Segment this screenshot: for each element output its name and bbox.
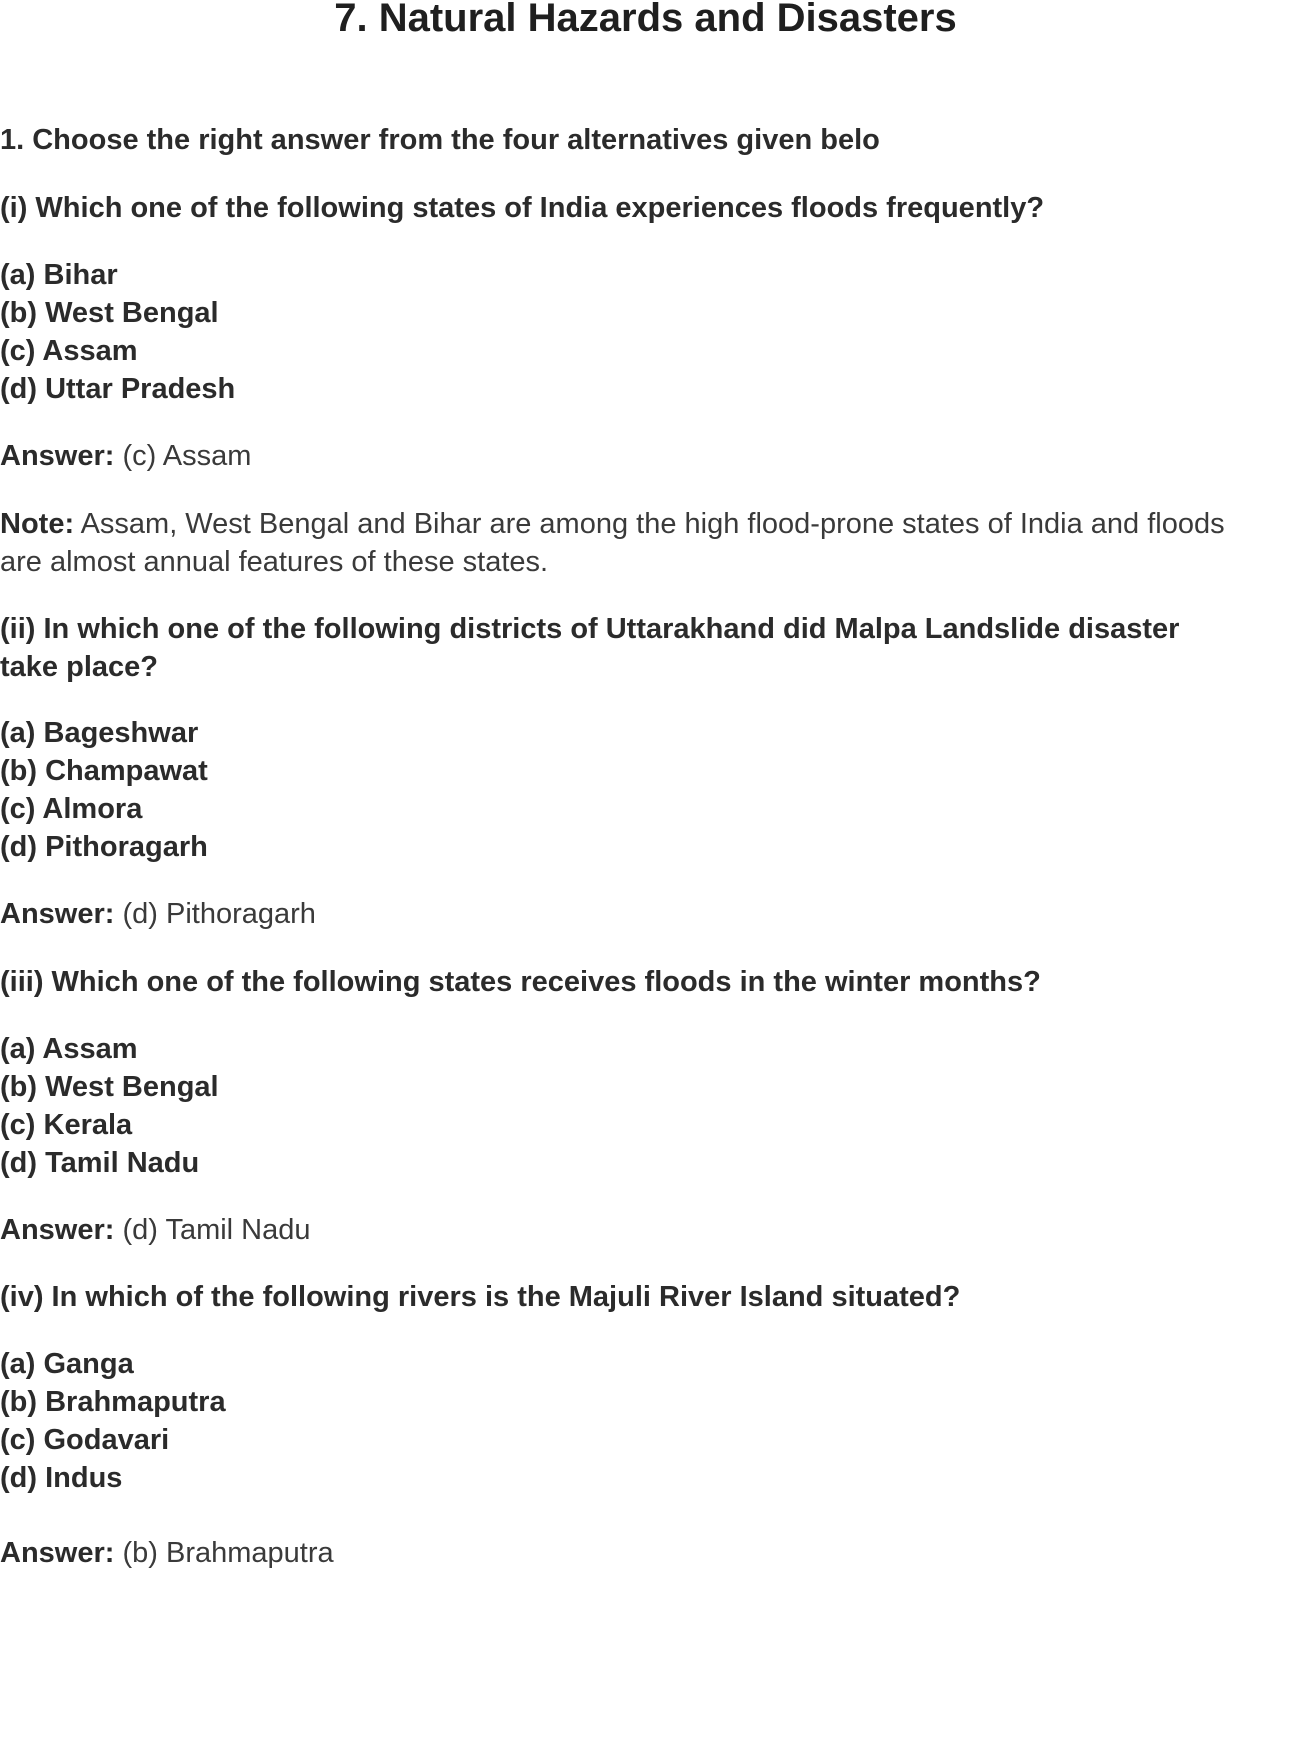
question-4-option-b: (b) Brahmaputra [0, 1386, 226, 1418]
question-2-option-c: (c) Almora [0, 793, 143, 825]
question-1-option-c: (c) Assam [0, 335, 138, 367]
question-4-text: (iv) In which of the following rivers is the Majuli River Island situated? [0, 1281, 961, 1313]
question-3-option-a: (a) Assam [0, 1033, 138, 1065]
question-1-option-d: (d) Uttar Pradesh [0, 373, 236, 405]
note-text-line-1: Assam, West Bengal and Bihar are among the high flood-prone states of India and floods [74, 508, 1225, 540]
question-2-text-line-1: (ii) In which one of the following districts of Uttarakhand did Malpa Landslide disaster [0, 613, 1180, 645]
page-title: 7. Natural Hazards and Disasters [334, 0, 957, 40]
answer-value: (d) Pithoragarh [114, 898, 316, 930]
question-3-option-d: (d) Tamil Nadu [0, 1147, 200, 1179]
answer-label: Answer: [0, 898, 115, 930]
question-3-answer [0, 1212, 311, 1248]
question-1-answer [0, 438, 251, 474]
answer-value: (d) Tamil Nadu [114, 1214, 311, 1246]
answer-value: (c) Assam [114, 440, 252, 472]
question-2-answer [0, 896, 316, 932]
question-4-option-d: (d) Indus [0, 1462, 123, 1494]
question-1-option-b: (b) West Bengal [0, 297, 219, 329]
answer-label: Answer: [0, 1537, 115, 1569]
instruction-text: 1. Choose the right answer from the four alternatives given belo [0, 124, 880, 156]
question-4-option-a: (a) Ganga [0, 1348, 134, 1380]
question-4-option-c: (c) Godavari [0, 1424, 170, 1456]
question-3-option-b: (b) West Bengal [0, 1071, 219, 1103]
answer-value: (b) Brahmaputra [114, 1537, 334, 1569]
answer-label: Answer: [0, 440, 115, 472]
question-1-option-a: (a) Bihar [0, 259, 118, 291]
answer-label: Answer: [0, 1214, 115, 1246]
question-1-text: (i) Which one of the following states of India experiences floods frequently? [0, 192, 1045, 224]
question-2-option-d: (d) Pithoragarh [0, 831, 208, 863]
question-2-option-b: (b) Champawat [0, 755, 208, 787]
question-2-text-line-2: take place? [0, 651, 158, 683]
note-text-line-2: are almost annual features of these states. [0, 546, 549, 578]
question-3-text: (iii) Which one of the following states receives floods in the winter months? [0, 966, 1041, 998]
question-1-note [0, 506, 1225, 542]
question-3-option-c: (c) Kerala [0, 1109, 133, 1141]
question-2-option-a: (a) Bageshwar [0, 717, 199, 749]
note-label: Note: [0, 508, 75, 540]
question-4-answer [0, 1535, 334, 1571]
